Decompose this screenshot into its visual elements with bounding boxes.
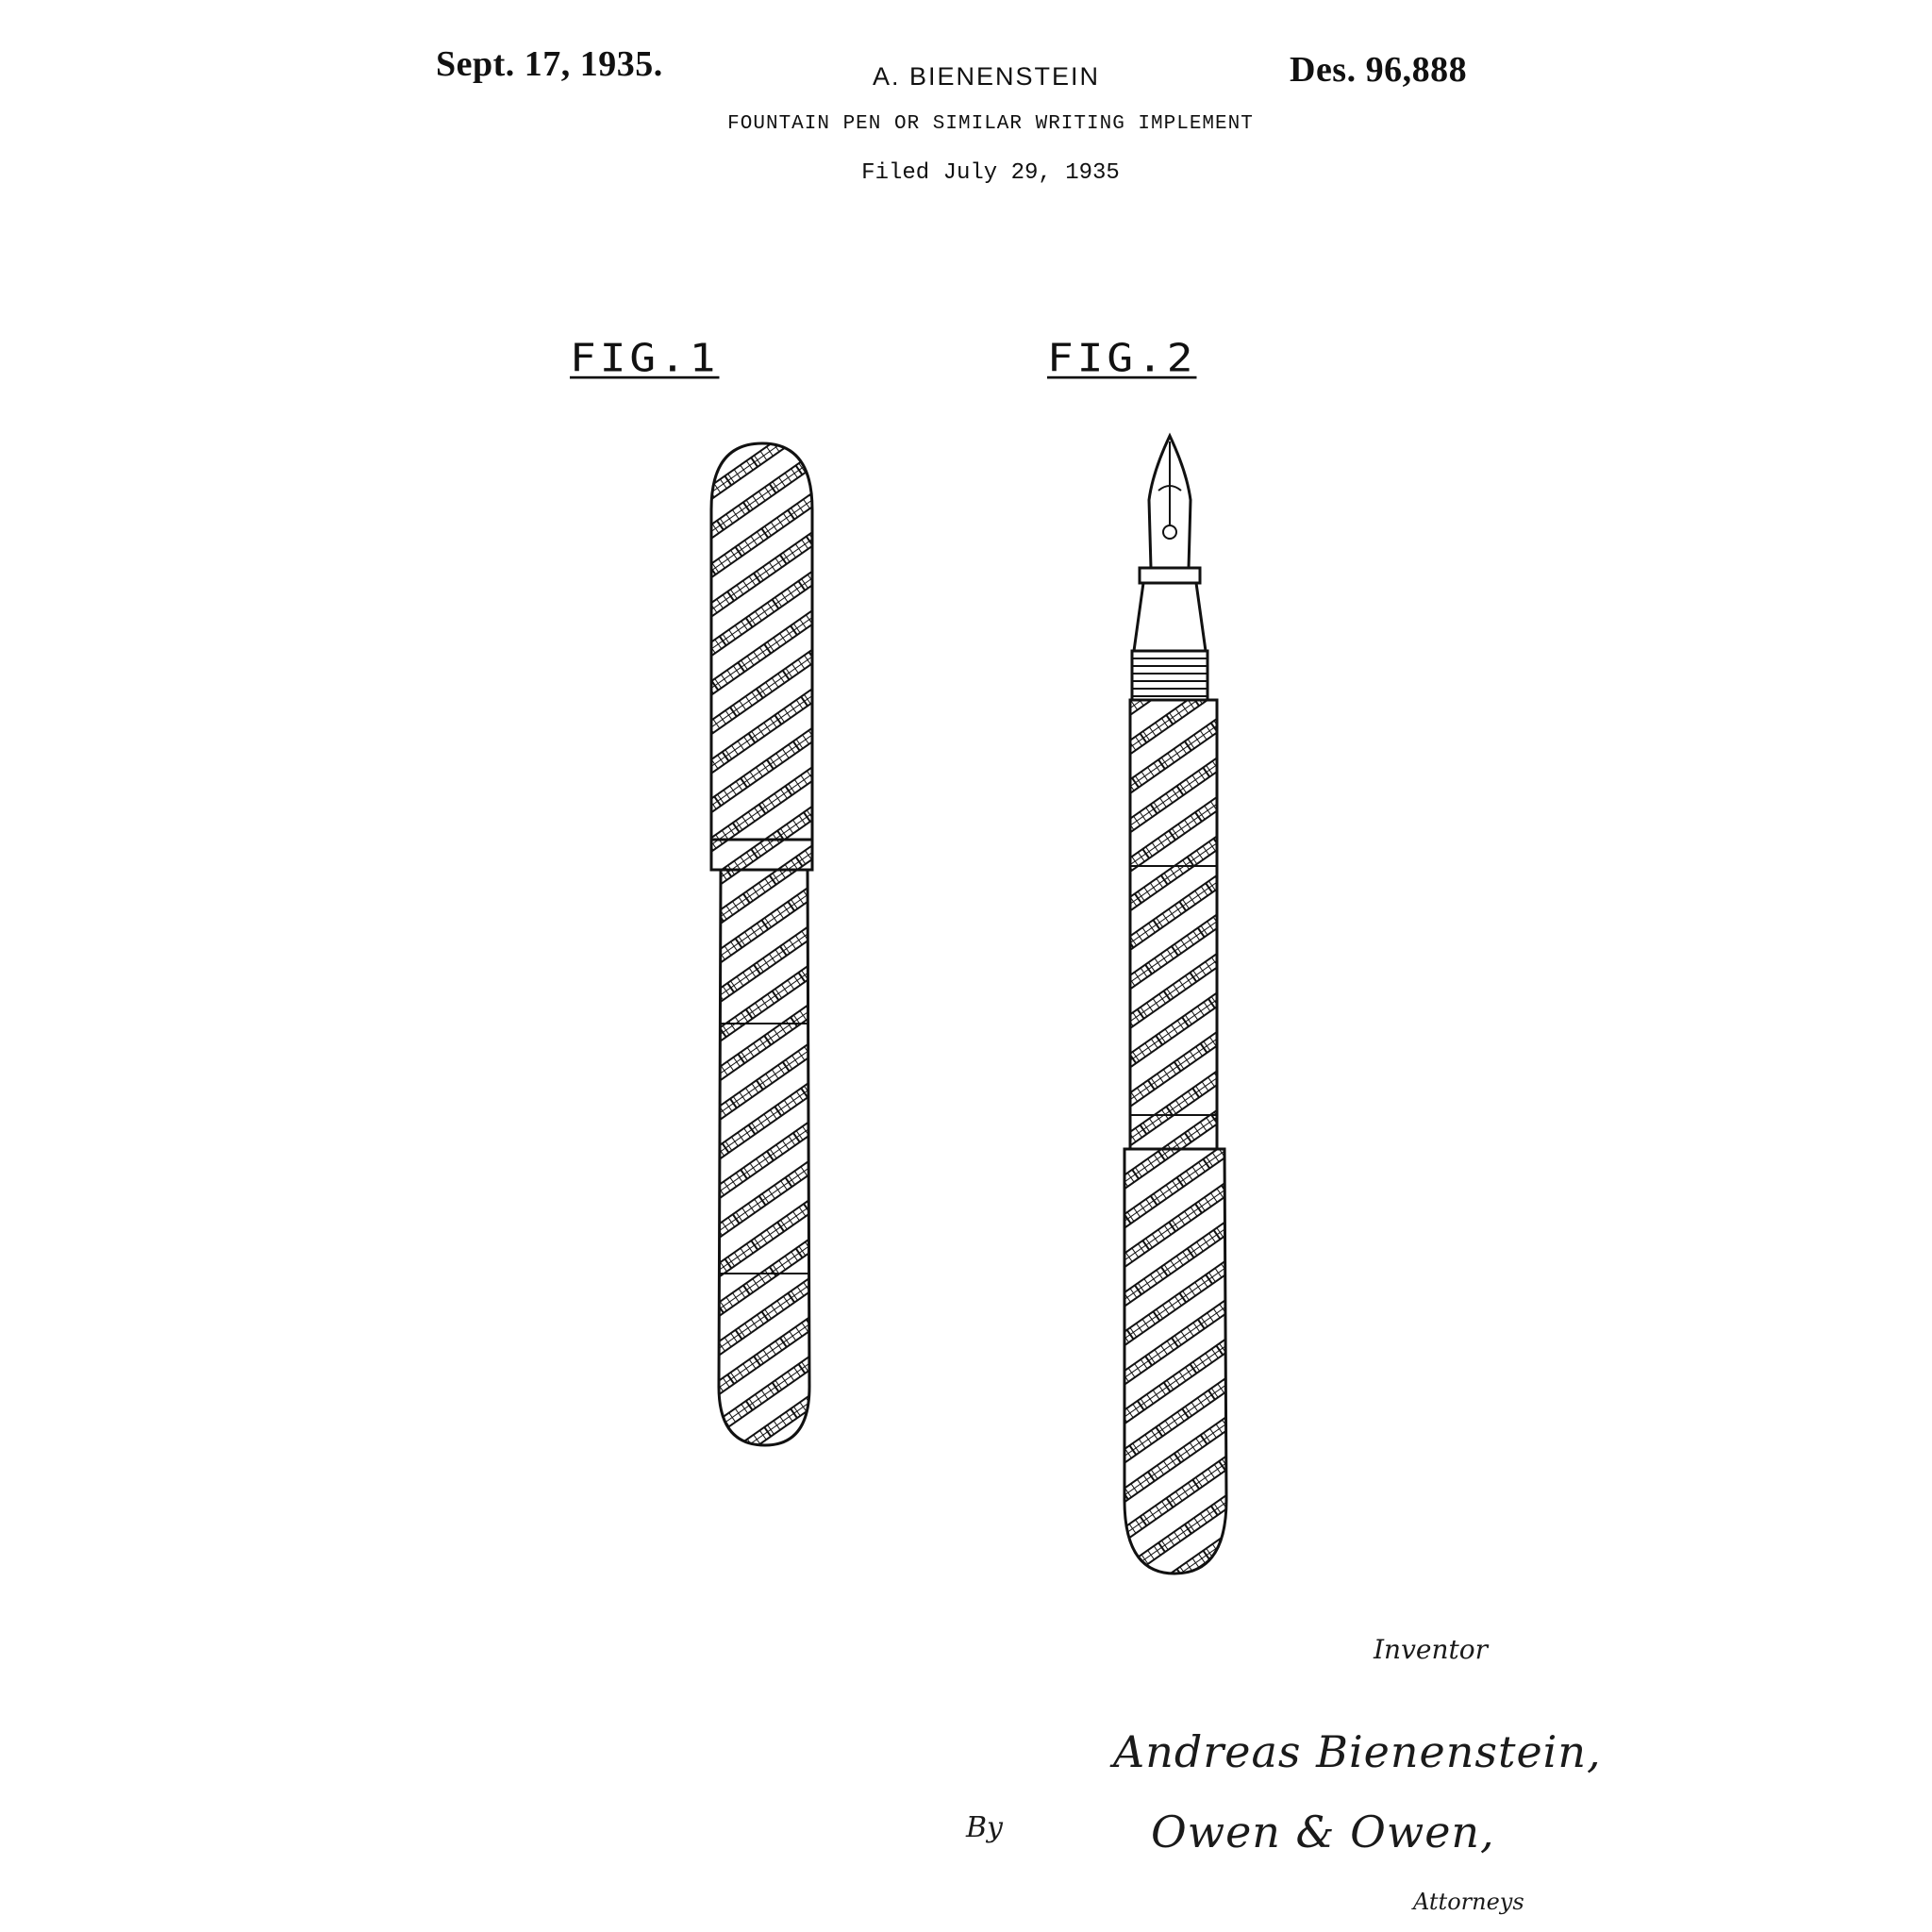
inventor-signature: Andreas Bienenstein, bbox=[1113, 1726, 1602, 1777]
fig2-threads bbox=[1132, 651, 1208, 700]
fig1-cap-band bbox=[711, 840, 812, 870]
fig2-barrel bbox=[1130, 700, 1217, 1149]
figure-2-pen bbox=[1124, 436, 1226, 1574]
fig1-cap bbox=[711, 443, 812, 840]
inventor-label: Inventor bbox=[1374, 1634, 1489, 1665]
figure-1-pen bbox=[711, 443, 812, 1445]
patent-date: Sept. 17, 1935. bbox=[436, 44, 663, 84]
fig2-collar bbox=[1140, 568, 1200, 583]
fig1-barrel bbox=[719, 870, 809, 1445]
figure-2-label: FIG.2 bbox=[1047, 334, 1197, 381]
patent-title: FOUNTAIN PEN OR SIMILAR WRITING IMPLEMENT bbox=[727, 113, 1254, 135]
attorneys-label: Attorneys bbox=[1413, 1889, 1524, 1915]
fig2-posted-cap bbox=[1124, 1149, 1226, 1574]
fig2-section bbox=[1134, 583, 1206, 651]
filed-date: Filed July 29, 1935 bbox=[861, 160, 1120, 186]
inventor-name: A. BIENENSTEIN bbox=[873, 62, 1101, 91]
attorney-signature: Owen & Owen, bbox=[1151, 1807, 1495, 1857]
by-label: By bbox=[966, 1811, 1003, 1844]
figure-1-label: FIG.1 bbox=[570, 334, 720, 381]
design-number: Des. 96,888 bbox=[1290, 50, 1468, 90]
